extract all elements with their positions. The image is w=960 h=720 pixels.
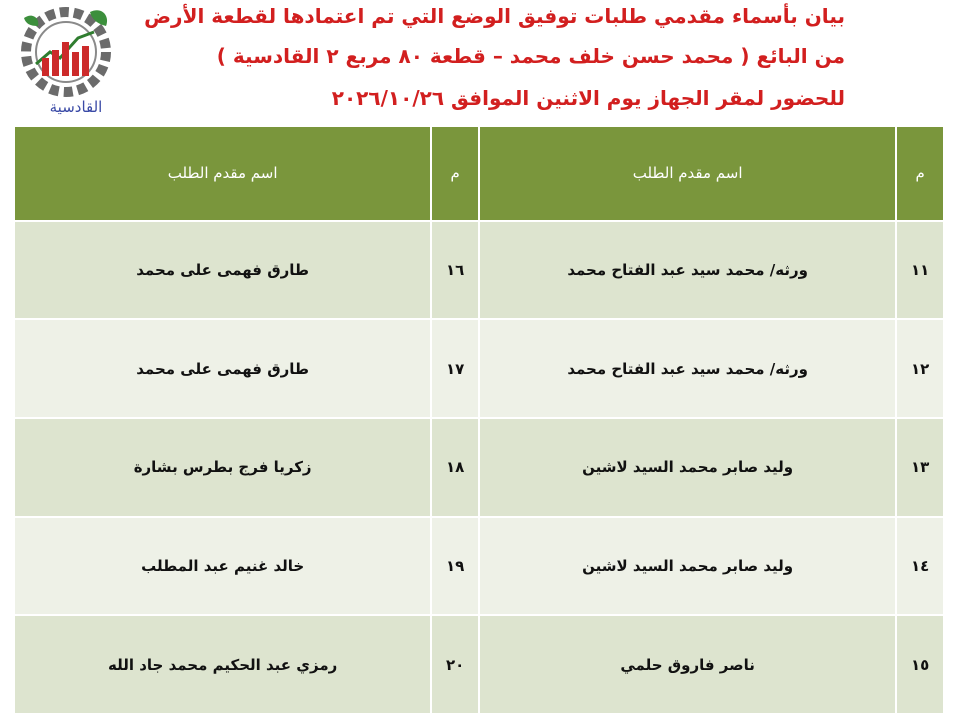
- applicants-table: [13, 125, 945, 715]
- row-number: ١٩: [431, 517, 479, 616]
- row-number: ١٨: [431, 418, 479, 517]
- row-number: ١٢: [896, 319, 944, 418]
- applicant-name: وليد صابر محمد السيد لاشين: [479, 418, 896, 517]
- applicant-name: زكريا فرج بطرس بشارة: [14, 418, 431, 517]
- logo-caption: القادسية: [49, 98, 103, 116]
- applicant-name: طارق فهمى على محمد: [14, 319, 431, 418]
- applicant-name: خالد غنيم عبد المطلب: [14, 517, 431, 616]
- title-line-2: من البائع ( محمد حسن خلف محمد – قطعة ٨٠ مربع ٢ القادسية ): [216, 44, 845, 68]
- applicant-name: طارق فهمى على محمد: [14, 221, 431, 320]
- document-header: [0, 0, 960, 120]
- row-number: ١٦: [431, 221, 479, 320]
- table-header-row: [14, 126, 944, 221]
- applicant-name: ورثه/ محمد سيد عبد الفتاح محمد: [479, 221, 896, 320]
- header-name-left: اسم مقدم الطلب: [14, 126, 431, 221]
- city-logo: [6, 2, 118, 120]
- title-line-3: للحضور لمقر الجهاز يوم الاثنين الموافق ٢٠٢٦/١٠/٢٦: [331, 86, 845, 110]
- title-line-1: بيان بأسماء مقدمي طلبات توفيق الوضع التي تم اعتمادها لقطعة الأرض: [144, 4, 845, 28]
- row-number: ١٣: [896, 418, 944, 517]
- row-number: ٢٠: [431, 615, 479, 714]
- row-number: ١٥: [896, 615, 944, 714]
- header-number-left: م: [431, 126, 479, 221]
- applicant-name: وليد صابر محمد السيد لاشين: [479, 517, 896, 616]
- row-number: ١١: [896, 221, 944, 320]
- applicant-name: رمزي عبد الحكيم محمد جاد الله: [14, 615, 431, 714]
- table-row: [14, 221, 944, 320]
- gear-logo-icon: [6, 2, 118, 102]
- table-row: [14, 319, 944, 418]
- header-number-right: م: [896, 126, 944, 221]
- row-number: ١٤: [896, 517, 944, 616]
- table-row: [14, 517, 944, 616]
- header-name-right: اسم مقدم الطلب: [479, 126, 896, 221]
- table-row: [14, 418, 944, 517]
- applicant-name: ورثه/ محمد سيد عبد الفتاح محمد: [479, 319, 896, 418]
- row-number: ١٧: [431, 319, 479, 418]
- table-row: [14, 615, 944, 714]
- applicant-name: ناصر فاروق حلمي: [479, 615, 896, 714]
